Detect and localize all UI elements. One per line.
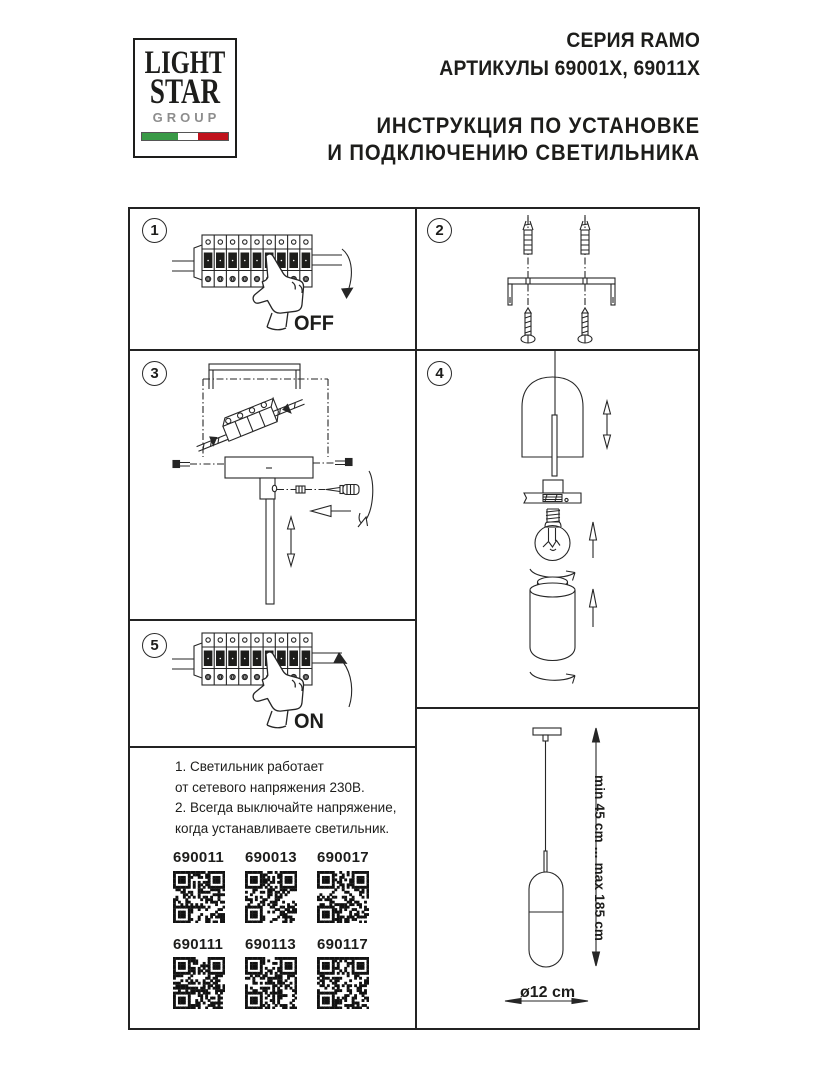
diameter-label: ø12 cm: [520, 984, 576, 1001]
socket-block: [543, 480, 563, 493]
qr-code: [245, 871, 297, 923]
article-code: 690113: [245, 936, 297, 953]
series-title: СЕРИЯ RAMO: [566, 29, 700, 52]
inner-rod: [552, 415, 557, 476]
off-label: OFF: [294, 312, 334, 335]
stem: [544, 851, 547, 872]
header-text: [327, 27, 700, 166]
wall-anchor: [580, 215, 590, 254]
screwdriver: [326, 485, 359, 495]
grid-line: [130, 746, 415, 748]
article-code: 690017: [317, 849, 369, 866]
open-arrow-left: [311, 506, 331, 517]
on-label: ON: [294, 710, 324, 733]
step3-number: 3: [142, 361, 167, 386]
arrowhead: [341, 288, 354, 300]
step2-panel: [417, 209, 698, 349]
note-line: 1. Светильник работает: [175, 759, 324, 774]
note-line: от сетевого напряжения 230В.: [175, 779, 365, 795]
logo-light: LIGHT: [144, 44, 226, 81]
dimensions-panel: [417, 709, 698, 1028]
step5-number: 5: [142, 633, 167, 658]
arrow-down-curve: [342, 249, 351, 288]
logo-star: STAR: [149, 72, 221, 112]
lightstar-logo: [133, 38, 237, 158]
rotate-arrow: [530, 672, 575, 684]
note-line: когда устанавливаете светильник.: [175, 820, 390, 836]
step4-panel: [417, 351, 698, 707]
ceiling-plate: [533, 728, 561, 735]
cylinder-shade: [530, 577, 575, 661]
up-arrow: [590, 522, 597, 558]
italian-flag-icon: [141, 132, 229, 141]
up-arrow: [590, 589, 597, 627]
side-screw-right: [313, 459, 352, 466]
qr-code: [173, 957, 225, 1009]
rotation-arrow: [359, 471, 373, 523]
light-bulb: [535, 509, 570, 561]
wall-anchor: [523, 215, 533, 254]
pendant-dimensions-drawing: [417, 709, 698, 1028]
safety-notes: [175, 757, 405, 839]
breaker-off-drawing: [130, 209, 415, 349]
height-range-label: min 45 cm ... max 185 cm: [592, 775, 607, 942]
instruction-title-line2: И ПОДКЛЮЧЕНИЮ СВЕТИЛЬНИКА: [327, 140, 700, 165]
bracket-bar: [209, 364, 300, 370]
articles-line: АРТИКУЛЫ 69001X, 69011X: [439, 57, 700, 80]
step1-number: 1: [142, 218, 167, 243]
qr-code: [317, 957, 369, 1009]
arrow-up-curve: [343, 662, 352, 707]
step1-panel: [130, 209, 415, 349]
article-code: 690117: [317, 936, 369, 953]
article-code: 690011: [173, 849, 225, 866]
step3-panel: [130, 351, 415, 619]
qr-code: [245, 957, 297, 1009]
screw: [578, 308, 592, 343]
double-arrow-vertical: [288, 517, 295, 566]
instruction-title-line1: ИНСТРУКЦИЯ ПО УСТАНОВКЕ: [376, 113, 700, 138]
side-screw-left: [173, 461, 225, 468]
capsule-shade: [529, 872, 563, 967]
article-code: 690111: [173, 936, 224, 953]
canopy-mount-drawing: [130, 351, 415, 619]
terminal-block: [191, 388, 307, 453]
breaker-on-drawing: [130, 621, 415, 746]
step4-number: 4: [427, 361, 452, 386]
screw: [521, 308, 535, 343]
pendant-assembly-drawing: [417, 351, 698, 707]
qr-code: [173, 871, 225, 923]
grub-screw: [296, 486, 305, 493]
step5-panel: [130, 621, 415, 746]
step2-number: 2: [427, 218, 452, 243]
bracket: [508, 278, 615, 305]
note-line: 2. Всегда выключайте напряжение,: [175, 800, 397, 815]
stem-rod: [266, 499, 274, 604]
socket-plate: [524, 493, 581, 503]
arrowhead: [334, 652, 348, 664]
double-arrow-vertical: [604, 401, 611, 448]
mounting-hardware-drawing: [417, 209, 698, 349]
qr-code: [317, 871, 369, 923]
logo-group: GROUP: [152, 110, 221, 125]
article-code: 690013: [245, 849, 297, 866]
